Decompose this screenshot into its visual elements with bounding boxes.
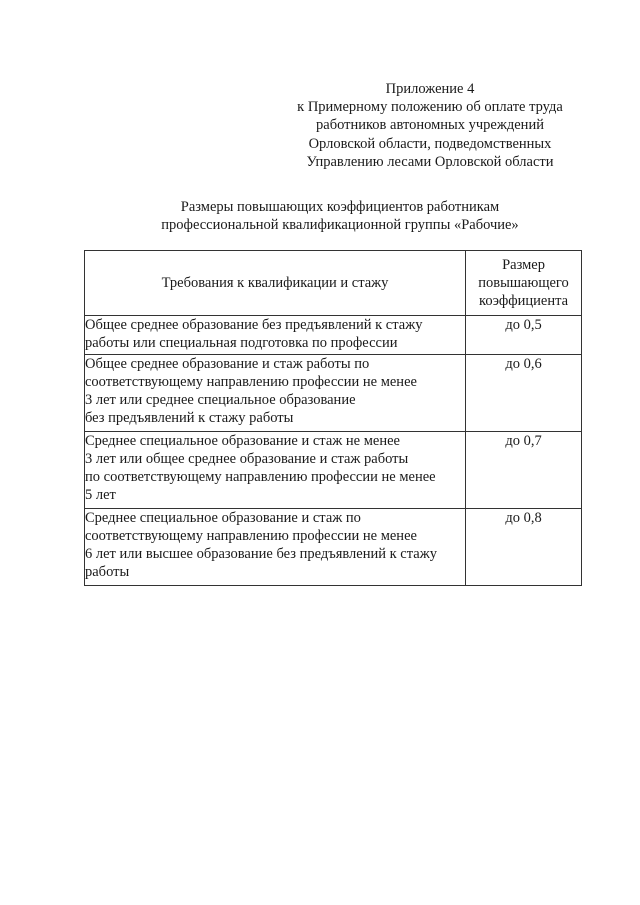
coefficient-cell: до 0,5 bbox=[466, 316, 582, 355]
table-row bbox=[85, 355, 582, 432]
requirements-line: 5 лет bbox=[85, 487, 116, 503]
annex-line: работников автономных учреждений bbox=[316, 117, 544, 134]
requirements-line: 3 лет или общее среднее образование и стаж работы bbox=[85, 451, 409, 467]
annex-line: Управлению лесами Орловской области bbox=[306, 153, 554, 170]
requirements-line: по соответствующему направлению профессии не менее bbox=[85, 469, 436, 485]
requirements-line: Общее среднее образование без предъявлений к стажу bbox=[85, 317, 423, 333]
header-coefficient-line: коэффициента bbox=[479, 293, 569, 309]
requirements-cell bbox=[85, 432, 466, 509]
requirements-cell bbox=[85, 316, 466, 355]
requirements-line: 3 лет или среднее специальное образование bbox=[85, 392, 356, 408]
requirements-line: Общее среднее образование и стаж работы по bbox=[85, 356, 370, 372]
title-line: Размеры повышающих коэффициентов работникам bbox=[180, 199, 500, 215]
coefficients-table bbox=[84, 250, 582, 586]
annex-line: к Примерному положению об оплате труда bbox=[297, 99, 563, 116]
annex-line: Орловской области, подведомственных bbox=[308, 135, 552, 152]
coefficient-cell: до 0,6 bbox=[466, 355, 582, 432]
requirements-line: Среднее специальное образование и стаж не менее bbox=[85, 433, 400, 449]
requirements-cell bbox=[85, 509, 466, 586]
table-row bbox=[85, 316, 582, 355]
requirements-line: соответствующему направлению профессии не менее bbox=[85, 528, 417, 544]
coefficient-cell: до 0,8 bbox=[466, 509, 582, 586]
header-requirements: Требования к квалификации и стажу bbox=[85, 251, 466, 316]
table-header-row bbox=[85, 251, 582, 316]
annex-header bbox=[270, 80, 590, 171]
table-row bbox=[85, 432, 582, 509]
requirements-line: работы или специальная подготовка по профессии bbox=[85, 335, 398, 351]
header-coefficient-line: повышающего bbox=[478, 275, 569, 291]
header-coefficient bbox=[466, 251, 582, 316]
document-title bbox=[90, 198, 590, 234]
requirements-line: без предъявлений к стажу работы bbox=[85, 410, 294, 426]
coefficient-cell: до 0,7 bbox=[466, 432, 582, 509]
requirements-line: 6 лет или высшее образование без предъявлений к стажу bbox=[85, 546, 437, 562]
requirements-cell bbox=[85, 355, 466, 432]
annex-line: Приложение 4 bbox=[385, 81, 475, 97]
requirements-line: Среднее специальное образование и стаж по bbox=[85, 510, 361, 526]
header-coefficient-line: Размер bbox=[502, 257, 545, 273]
table-row bbox=[85, 509, 582, 586]
requirements-line: соответствующему направлению профессии не менее bbox=[85, 374, 417, 390]
requirements-line: работы bbox=[85, 564, 130, 580]
title-line: профессиональной квалификационной группы «Рабочие» bbox=[161, 217, 519, 233]
